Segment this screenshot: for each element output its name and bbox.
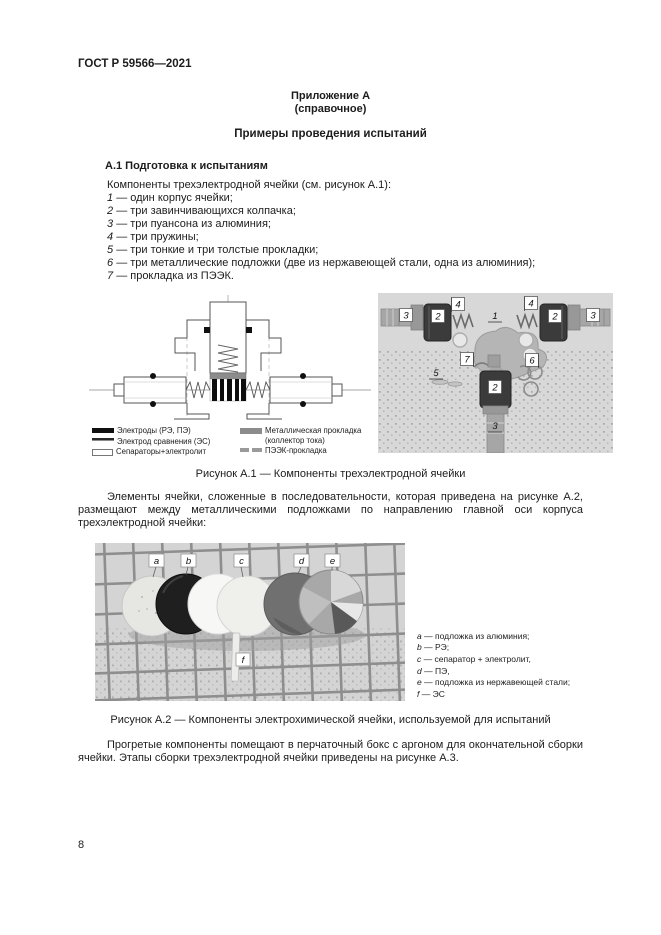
item-number: 1 — [107, 192, 114, 204]
paragraph-2: Прогретые компоненты помещают в перчаточный бокс с аргоном для окончательной сборки ячейки. Этапы сборки трехэлектродной ячейки приведены на рисунке А.3. — [78, 738, 583, 764]
list-item — [78, 257, 583, 270]
legend-item — [92, 437, 240, 447]
legend-label: ПЭЭК-прокладка — [265, 446, 327, 455]
item-number: 6 — [107, 257, 114, 269]
legend-letter: c — [417, 653, 422, 664]
component-label: 3 — [403, 310, 409, 322]
item-text: — три пружины; — [116, 231, 199, 243]
figure-a2-photo — [95, 543, 405, 705]
legend-text: — подложка из алюминия; — [424, 630, 530, 641]
legend-label: Электрод сравнения (ЭС) — [117, 436, 211, 446]
item-number: 2 — [107, 205, 114, 217]
figure-a1-schematic — [86, 293, 374, 458]
legend-row — [417, 689, 570, 701]
item-text: — прокладка из ПЭЭК. — [116, 270, 234, 282]
component-label: c — [239, 555, 244, 567]
component-label: 7 — [464, 354, 470, 366]
component-label: 2 — [552, 311, 558, 323]
figure-a2-caption: Рисунок А.2 — Компоненты электрохимической ячейки, используемой для испытаний — [110, 713, 551, 726]
item-number: 4 — [107, 231, 114, 243]
document-number: ГОСТ Р 59566—2021 — [78, 58, 192, 70]
cell-components-photo — [378, 293, 613, 453]
component-label: 4 — [455, 299, 461, 311]
page-number: 8 — [78, 839, 85, 851]
legend-item — [240, 426, 368, 445]
component-label: 1 — [492, 311, 498, 322]
legend-row — [417, 677, 570, 689]
component-label: 2 — [492, 382, 498, 394]
reference-electrode-swatch-icon — [92, 438, 114, 441]
legend-text: — сепаратор + электролит, — [423, 653, 531, 664]
legend-letter: e — [417, 677, 422, 688]
metal-gasket-swatch-icon — [240, 428, 262, 434]
components-list — [78, 192, 583, 283]
figure-a2 — [78, 543, 583, 705]
item-text: — три завинчивающихся колпачка; — [116, 205, 296, 217]
item-text: — три тонкие и три толстые прокладки; — [116, 244, 319, 256]
item-number: 3 — [107, 218, 114, 230]
component-label: b — [185, 555, 192, 567]
appendix-note: (справочное) — [294, 103, 367, 115]
item-number: 7 — [107, 270, 114, 282]
components-intro: Компоненты трехэлектродной ячейки (см. рисунок А.1): — [107, 179, 392, 191]
legend-row — [417, 631, 570, 643]
legend-row — [417, 642, 570, 654]
legend-text: — ЭС — [421, 689, 445, 700]
cell-stack-components-photo — [95, 543, 405, 701]
legend-letter: b — [417, 642, 422, 653]
legend-row — [417, 666, 570, 678]
component-label: f — [241, 654, 245, 666]
figure-a1-photo — [378, 293, 613, 457]
list-item — [78, 244, 583, 257]
electrodes-swatch-icon — [92, 428, 114, 433]
legend-letter: f — [417, 689, 420, 700]
list-item — [78, 270, 583, 283]
peek-gasket-swatch-icon — [240, 448, 262, 452]
legend-text: — подложка из нержавеющей стали; — [424, 677, 571, 688]
component-label: 6 — [529, 355, 535, 367]
legend-label: Электроды (РЭ, ПЭ) — [117, 426, 191, 435]
item-text: — три металлические подложки (две из нержавеющей стали, одна из алюминия); — [116, 257, 536, 269]
figure-a1-caption: Рисунок А.1 — Компоненты трехэлектродной ячейки — [195, 467, 466, 480]
legend-row — [417, 654, 570, 666]
legend-label: Сепараторы+электролит — [116, 447, 207, 456]
separators-swatch-icon — [92, 449, 113, 456]
list-item — [78, 231, 583, 244]
legend-letter: a — [417, 630, 422, 641]
legend-label: Металлическая прокладка (коллектор тока) — [265, 426, 362, 445]
legend-text: — ПЭ, — [424, 665, 450, 676]
figure-a1 — [78, 293, 596, 458]
component-label: 2 — [435, 311, 441, 323]
list-item — [78, 205, 583, 218]
legend-item — [92, 447, 240, 457]
component-label: a — [153, 555, 160, 567]
list-item — [78, 218, 583, 231]
figure-a1-legend — [86, 426, 374, 458]
component-label: 4 — [528, 298, 534, 310]
item-text: — один корпус ячейки; — [116, 192, 233, 204]
item-text: — три пуансона из алюминия; — [116, 218, 271, 230]
legend-item — [240, 446, 368, 456]
appendix-title: Примеры проведения испытаний — [234, 128, 427, 140]
item-number: 5 — [107, 244, 114, 256]
list-item — [78, 192, 583, 205]
component-label: e — [329, 555, 336, 567]
component-label: 3 — [590, 310, 596, 322]
section-heading: А.1 Подготовка к испытаниям — [105, 160, 268, 172]
component-label: 5 — [433, 368, 439, 379]
paragraph-1: Элементы ячейки, сложенные в последовательности, которая приведена на рисунке А.2, размещают между металлическими подложками по направлению главной оси корпуса трехэлектродной ячейки: — [78, 490, 583, 529]
component-label: d — [298, 555, 305, 567]
legend-letter: d — [417, 665, 422, 676]
figure-a2-legend — [417, 631, 570, 701]
cell-cross-section-diagram — [86, 293, 374, 420]
appendix-label: Приложение А — [290, 90, 371, 102]
legend-item — [92, 426, 240, 436]
legend-text: — РЭ; — [424, 642, 450, 653]
component-label: 3 — [492, 421, 498, 432]
